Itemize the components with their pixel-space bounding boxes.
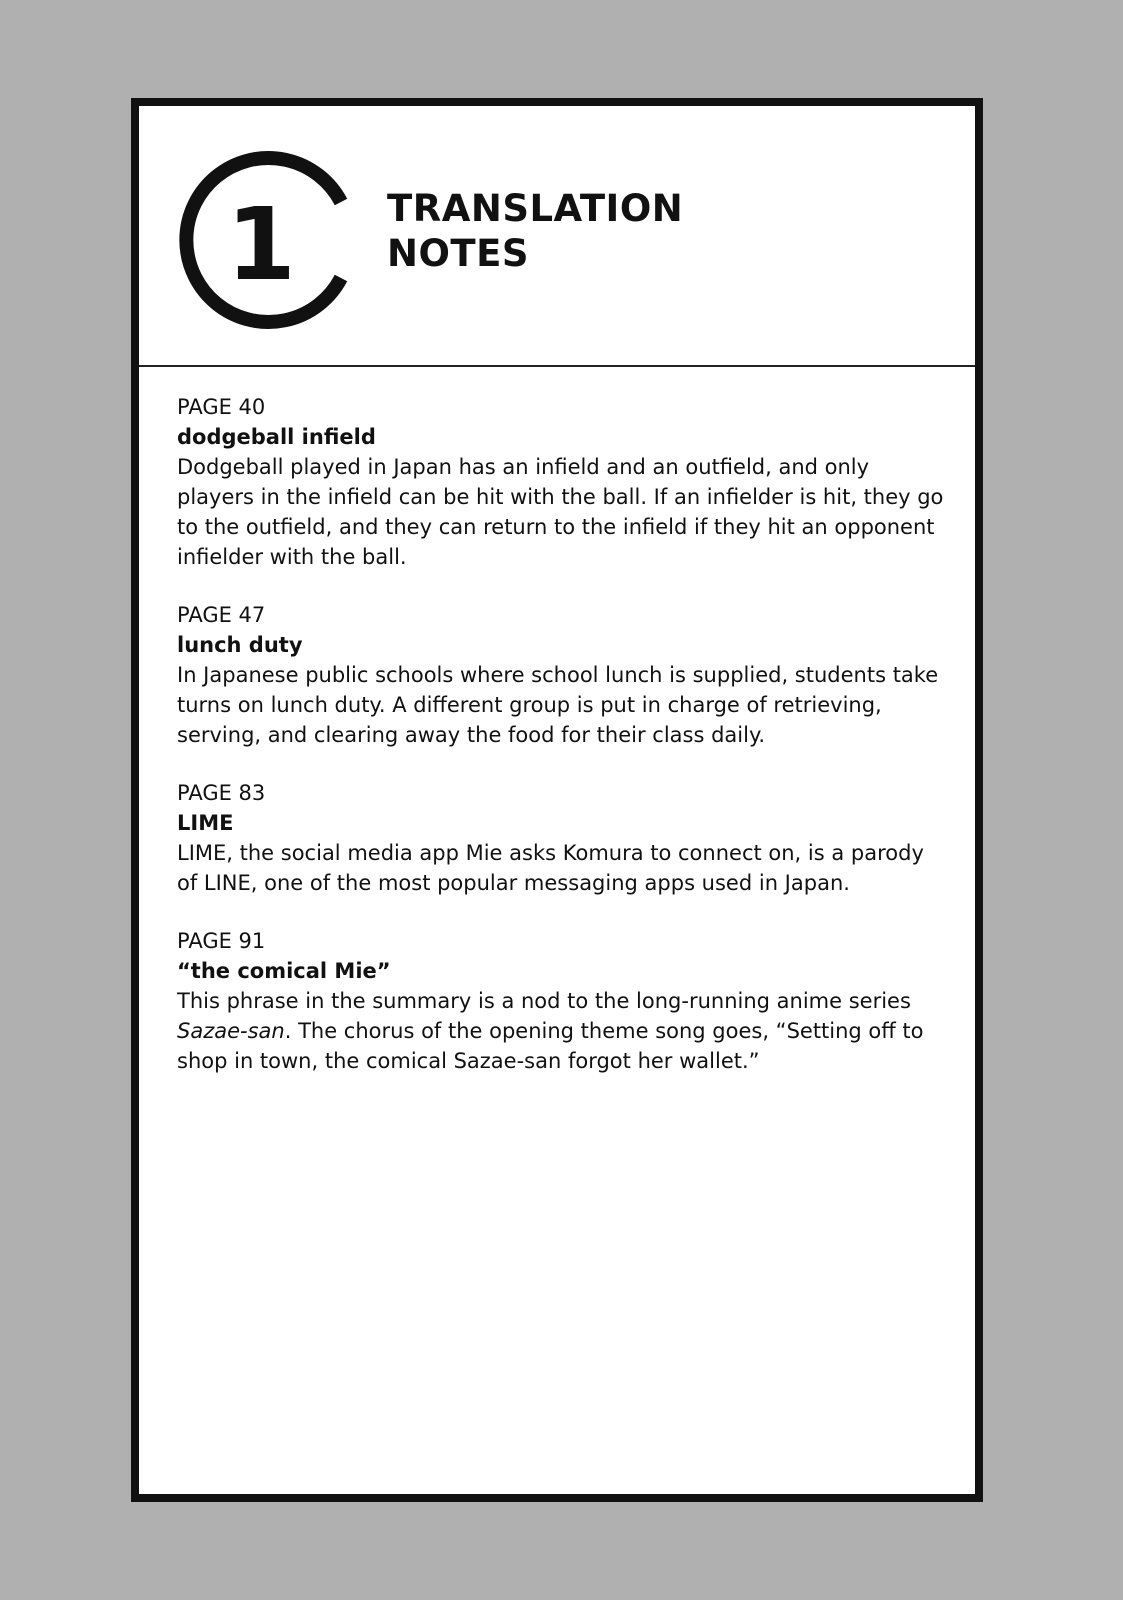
note-page-number: PAGE 83 [177,781,266,805]
note-body: In Japanese public schools where school lunch is supplied, students take turns on lunch duty. A different group is put in charge of retrieving, serving, and clearing away the food for their class daily. [177,663,939,747]
note-term: LIME [177,811,234,835]
translation-notes-card [131,98,983,1502]
note-body-text: . The chorus of the opening theme song goes, “Setting off to shop in town, the comical Sazae-san forgot her wallet.” [177,1019,924,1073]
note-page-number: PAGE 47 [177,603,266,627]
note-body [177,986,945,1076]
note-term: dodgeball infield [177,425,376,449]
note-item [177,926,945,1076]
note-page-number: PAGE 91 [177,929,266,953]
page-title [387,186,683,276]
note-item [177,600,945,750]
volume-number-emblem [173,150,353,330]
card-header [139,106,975,367]
note-body: LIME, the social media app Mie asks Komura to connect on, is a parody of LINE, one of the most popular messaging apps used in Japan. [177,841,924,895]
notes-list [177,392,945,1104]
note-body-series-title: Sazae-san [177,1019,285,1043]
note-body-text: This phrase in the summary is a nod to the long-running anime series [177,989,911,1013]
page-title-line-2: NOTES [387,232,530,275]
note-body: Dodgeball played in Japan has an infield and an outfield, and only players in the infield can be hit with the ball. If an infielder is hit, they go to the outfield, and they can return to the infield if they hit an opponent infielder with the ball. [177,455,944,569]
note-term: “the comical Mie” [177,959,391,983]
volume-number: 1 [226,186,296,303]
page-title-line-1: TRANSLATION [387,187,684,230]
note-item [177,778,945,898]
volume-circle-icon [173,150,353,330]
note-page-number: PAGE 40 [177,395,266,419]
note-item [177,392,945,572]
note-term: lunch duty [177,633,303,657]
